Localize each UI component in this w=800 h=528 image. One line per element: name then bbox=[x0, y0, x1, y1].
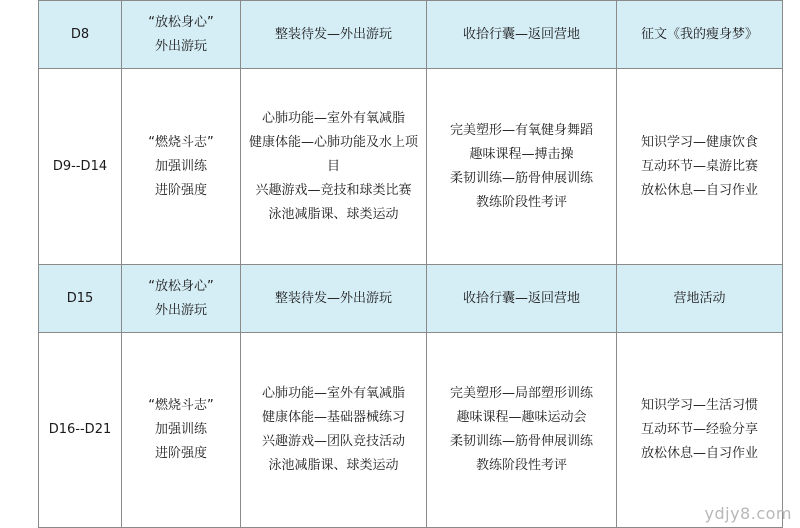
activity-line: 知识学习—健康饮食 bbox=[640, 134, 758, 150]
study-cell bbox=[617, 265, 783, 333]
table-row bbox=[39, 1, 783, 69]
course-cell bbox=[427, 265, 617, 333]
activity-line: 柔韧训练—筋骨伸展训练 bbox=[449, 434, 593, 449]
activity-line: 完美塑形—局部塑形训练 bbox=[449, 386, 593, 401]
theme-line: 外出游玩 bbox=[154, 38, 207, 54]
activity-line: 趣味课程—搏击操 bbox=[469, 146, 574, 162]
activity-line: 收拾行囊—返回营地 bbox=[462, 26, 580, 42]
activity-line: 征文《我的瘦身梦》 bbox=[640, 26, 758, 42]
activity-line: 收拾行囊—返回营地 bbox=[462, 290, 580, 306]
activity-line: 完美塑形—有氧健身舞蹈 bbox=[449, 122, 593, 138]
activity-line: 互动环节—桌游比赛 bbox=[640, 158, 758, 174]
theme-line: 加强训练 bbox=[154, 422, 207, 437]
training-cell bbox=[241, 265, 427, 333]
table-row bbox=[39, 265, 783, 333]
table-row bbox=[39, 333, 783, 528]
theme-line: 进阶强度 bbox=[154, 446, 207, 461]
training-cell bbox=[241, 333, 427, 528]
schedule-table bbox=[38, 0, 783, 528]
activity-line: 柔韧训练—筋骨伸展训练 bbox=[449, 170, 593, 186]
course-cell bbox=[427, 69, 617, 265]
activity-line: 兴趣游戏—团队竞技活动 bbox=[261, 434, 405, 449]
activity-line: 互动环节—经验分享 bbox=[640, 422, 758, 437]
theme-cell bbox=[122, 1, 241, 69]
activity-line: 放松休息—自习作业 bbox=[640, 446, 758, 461]
activity-line: 教练阶段性考评 bbox=[475, 194, 567, 210]
course-cell bbox=[427, 1, 617, 69]
activity-line: 整装待发—外出游玩 bbox=[274, 26, 392, 42]
activity-line: 知识学习—生活习惯 bbox=[640, 398, 758, 413]
theme-line: “燃烧斗志” bbox=[148, 134, 214, 150]
activity-line: 教练阶段性考评 bbox=[475, 458, 567, 473]
activity-line: 整装待发—外出游玩 bbox=[274, 290, 392, 306]
theme-cell bbox=[122, 265, 241, 333]
course-cell bbox=[427, 333, 617, 528]
activity-line: 泳池减脂课、球类运动 bbox=[268, 458, 399, 473]
activity-line: 放松休息—自习作业 bbox=[640, 182, 758, 198]
activity-line: 兴趣游戏—竞技和球类比赛 bbox=[255, 182, 412, 198]
day-cell: D16--D21 bbox=[39, 333, 122, 528]
theme-line: “放松身心” bbox=[148, 14, 214, 30]
theme-cell bbox=[122, 69, 241, 265]
activity-line: 健康体能—基础器械练习 bbox=[261, 410, 405, 425]
training-cell bbox=[241, 69, 427, 265]
study-cell bbox=[617, 69, 783, 265]
study-cell bbox=[617, 333, 783, 528]
theme-line: 外出游玩 bbox=[154, 302, 207, 318]
activity-line: 心肺功能—室外有氧减脂 bbox=[261, 386, 405, 401]
activity-line: 趣味课程—趣味运动会 bbox=[456, 410, 587, 425]
study-cell bbox=[617, 1, 783, 69]
training-cell bbox=[241, 1, 427, 69]
theme-line: “燃烧斗志” bbox=[148, 398, 214, 413]
watermark: ydjy8.com bbox=[704, 504, 792, 523]
activity-line: 健康体能—心肺功能及水上项目 bbox=[248, 134, 418, 174]
activity-line: 心肺功能—室外有氧减脂 bbox=[261, 110, 405, 126]
day-cell: D15 bbox=[39, 265, 122, 333]
activity-line: 营地活动 bbox=[673, 290, 726, 306]
table-row bbox=[39, 69, 783, 265]
theme-line: 进阶强度 bbox=[154, 182, 207, 198]
day-cell: D9--D14 bbox=[39, 69, 122, 265]
theme-line: 加强训练 bbox=[154, 158, 207, 174]
day-cell: D8 bbox=[39, 1, 122, 69]
theme-line: “放松身心” bbox=[148, 278, 214, 294]
theme-cell bbox=[122, 333, 241, 528]
activity-line: 泳池减脂课、球类运动 bbox=[268, 206, 399, 222]
